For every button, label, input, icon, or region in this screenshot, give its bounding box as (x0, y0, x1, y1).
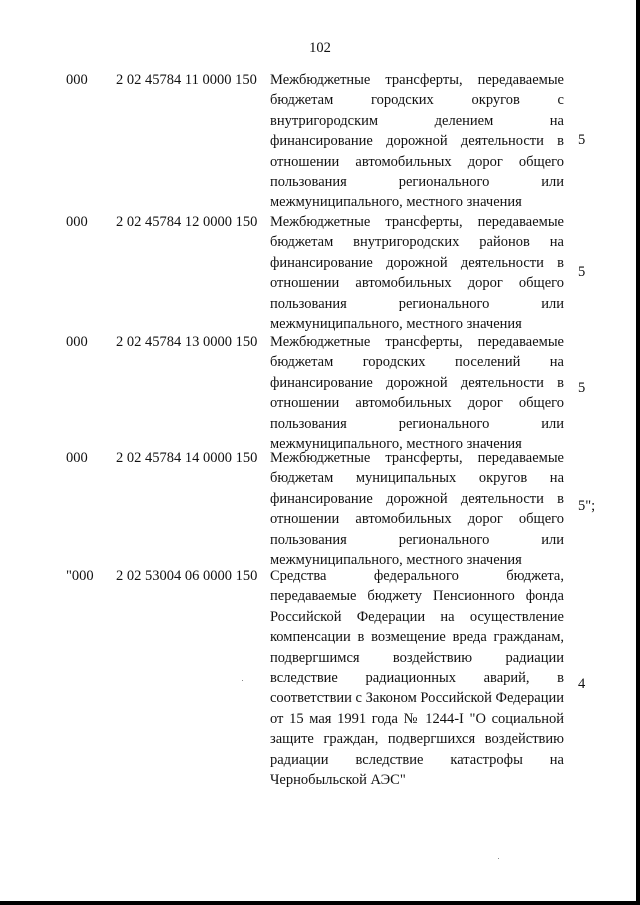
scan-edge-right (636, 0, 640, 905)
row-value: 5 (578, 132, 586, 148)
admin-code: 000 (66, 214, 88, 230)
row-description: Межбюджетные трансферты, передаваемые бюджетам муниципальных округов на финансирование дорожной деятельности в отношении автомобильных дорог общего пользования регионального или межмуниципального, местного значения (270, 450, 564, 569)
admin-code: 000 (66, 334, 88, 350)
scan-edge-bottom (0, 901, 640, 905)
row-description: Средства федерального бюджета, передаваемые бюджету Пенсионного фонда Российской Федерации на осуществление компенсации в возмещение вреда гражданам, подвергшимся воздействию радиации вследствие радиационных аварий, в соответствии с Законом Российской Федерации от 15 мая 1991 года № 1244-I "О социальной защите граждан, подвергшихся воздействию радиации вследствие катастрофы на Чернобыльской АЭС" (270, 568, 564, 789)
row-value: 5 (578, 380, 586, 396)
row-value: 5 (578, 264, 586, 280)
row-description: Межбюджетные трансферты, передаваемые бюджетам внутригородских районов на финансирование дорожной деятельности в отношении автомобильных дорог общего пользования регионального или межмуниципального, местного значения (270, 214, 564, 333)
scan-speck (498, 858, 499, 859)
row-description: Межбюджетные трансферты, передаваемые бюджетам городских поселений на финансирование дорожной деятельности в отношении автомобильных дорог общего пользования регионального или межмуниципального, местного значения (270, 334, 564, 453)
admin-code: 000 (66, 450, 88, 466)
budget-classification-code: 2 02 45784 14 0000 150 (116, 450, 258, 466)
scan-speck (242, 680, 243, 681)
budget-classification-code: 2 02 45784 12 0000 150 (116, 214, 258, 230)
budget-classification-code: 2 02 45784 11 0000 150 (116, 72, 257, 88)
admin-code: 000 (66, 72, 88, 88)
row-description: Межбюджетные трансферты, передаваемые бюджетам городских округов с внутригородским делением на финансирование дорожной деятельности в отношении автомобильных дорог общего пользования регионального или межмуниципального, местного значения (270, 72, 564, 211)
page-number: 102 (309, 40, 331, 56)
budget-classification-code: 2 02 53004 06 0000 150 (116, 568, 258, 584)
row-value: 4 (578, 676, 586, 692)
admin-code: "000 (66, 568, 94, 584)
budget-classification-code: 2 02 45784 13 0000 150 (116, 334, 258, 350)
row-value: 5"; (578, 498, 596, 514)
